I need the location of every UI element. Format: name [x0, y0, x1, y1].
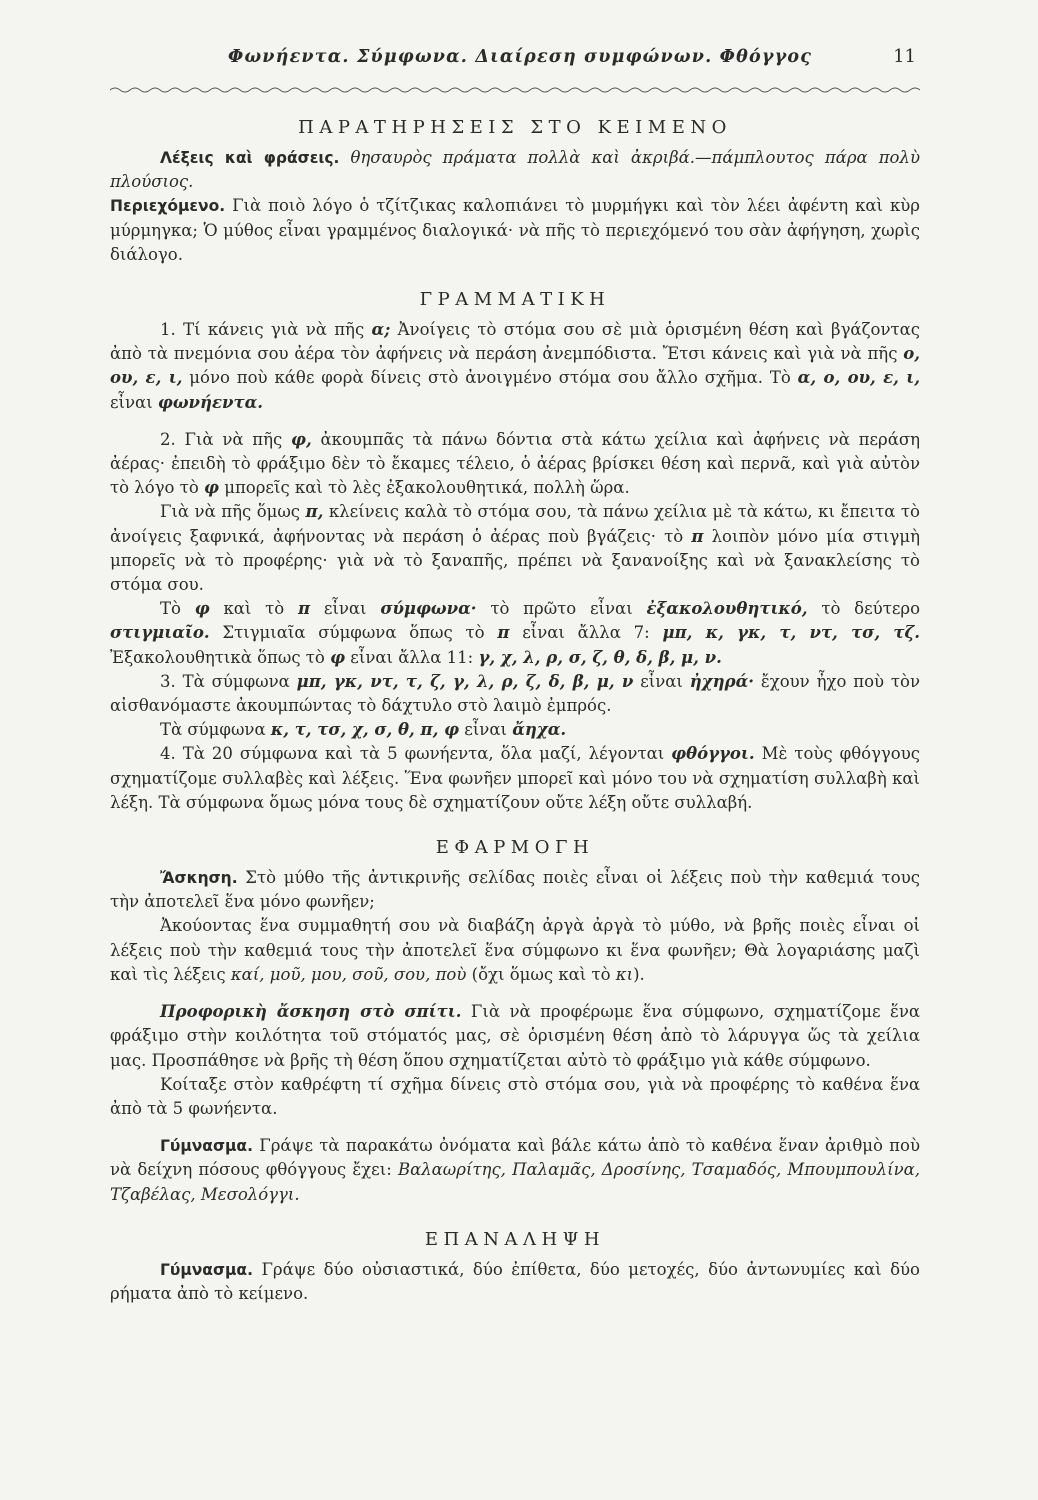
letter-run: α, ο, ου, ε, ι,: [797, 368, 920, 388]
content-text: Γιὰ ποιὸ λόγο ὁ τζίτζικας καλοπιάνει τὸ μυρμήγκι καὶ τὸν λέει ἀφέντη καὶ κὺρ μύρμηγκα; Ὁ μύθος εἶναι γραμμένος διαλογικά· νὰ πῆς τὸ περιεχόμενό του σὰν ἀφήγηση, χωρὶς διάλογο.: [110, 196, 920, 264]
text-run: Ἀκούοντας ἕνα συμμαθητή σου νὰ διαβάζη ἀργὰ ἀργὰ τὸ μύθο, νὰ βρῆς ποιὲς εἶναι οἱ λέξεις ποὺ τὴν καθεμιά τους τὴν ἀποτελεῖ ἕνα σύμφωνο κι ἕνα φωνῆεν; Θὰ λογαριάσης μαζὶ καὶ τὶς λέξεις: [110, 916, 920, 984]
letter-run: μπ, γκ, ντ, τ, ζ, γ, λ, ρ, ζ, δ, β, μ, ν: [296, 671, 634, 691]
gymnasma-label: Γύμνασμα.: [160, 1137, 253, 1156]
text-run: εἶναι: [633, 671, 690, 691]
text-run: εἶναι: [110, 392, 158, 412]
mirror-paragraph: Κοίταξε στὸν καθρέφτη τί σχῆμα δίνεις στὸ στόμα σου, γιὰ νὰ προφέρης τὸ καθένα ἕνα ἀπὸ τὰ 5 φωνήεντα.: [110, 1074, 920, 1118]
grammar-paragraph-6: [110, 718, 920, 742]
word-run: κι: [615, 964, 634, 984]
term-run: ἠχηρά·: [689, 671, 755, 691]
text-run: τὸ πρῶτο εἶναι: [476, 599, 647, 619]
exercise-paragraph: [110, 866, 920, 914]
grammar-paragraph-5: [110, 670, 920, 718]
text-run: 1. Τί κάνεις γιὰ νὰ πῆς: [160, 320, 372, 340]
term-run: φωνήεντα.: [157, 392, 264, 412]
letter-run: ο, ου, ε, ι,: [110, 344, 920, 388]
text-run: 4. Τὰ 20 σύμφωνα καὶ τὰ 5 φωνήεντα, ὅλα μαζί, λέγονται: [160, 744, 672, 764]
letter-run: π: [497, 623, 510, 643]
term-run: ἄηχα.: [512, 720, 567, 740]
text-run: Ἀνοίγεις τὸ στόμα σου σὲ μιὰ ὁρισμένη θέση καὶ βγάζοντας ἀπὸ τὰ πνεμόνια σου ἀέρα τὸν ἀφήνεις νὰ περάση ἀνεμπόδιστα. Ἔτσι κάνεις καὶ γιὰ νὰ πῆς: [110, 320, 920, 364]
running-title: Φωνήεντα. Σύμφωνα. Διαίρεση συμφώνων. Φθόγγος: [228, 47, 813, 67]
letter-run: μπ, κ, γκ, τ, ντ, τσ, τζ.: [662, 623, 920, 643]
page-header: [110, 46, 920, 80]
words-label: Λέξεις καὶ φράσεις.: [160, 149, 340, 167]
text-run: κλείνεις καλὰ τὸ στόμα σου, τὰ πάνω χείλια μὲ τὰ κάτω, κι ἔπειτα τὸ ἀνοίγεις ξαφνικά, ἀφήνοντας νὰ περάση ὁ ἀέρας ποὺ βγάζεις· τὸ: [110, 502, 920, 546]
revision-text: Γράψε δύο οὐσιαστικά, δύο ἐπίθετα, δύο μετοχές, δύο ἀντωνυμίες καὶ δύο ρήματα ἀπὸ τὸ κείμενο.: [110, 1259, 920, 1303]
text-run: Μὲ τοὺς φθόγγους σχηματίζομε συλλαβὲς καὶ λέξεις. Ἕνα φωνῆεν μπορεῖ καὶ μόνο του νὰ σχηματίση συλλαβὴ καὶ λέξη. Τὰ σύμφωνα ὅμως μόνα τους δὲ σχηματίζουν οὔτε λέξη οὔτε συλλαβή.: [110, 744, 920, 812]
text-run: ἀκουμπᾶς τὰ πάνω δόντια στὰ κάτω χείλια καὶ ἀφήνεις νὰ περάση ἀέρας· ἐπειδὴ τὸ φράξιμο δὲν τὸ ἔκαμες τέλειο, ὁ ἀέρας βρίσκει θέση καὶ περνᾶ, καὶ γιὰ αὐτὸν τὸ λόγο τὸ: [110, 429, 920, 498]
oral-exercise-paragraph: [110, 1000, 920, 1073]
term-run: σύμφωνα·: [380, 599, 477, 619]
text-run: εἶναι: [310, 599, 381, 619]
revision-title: ΕΠΑΝΑΛΗΨΗ: [424, 1228, 606, 1250]
text-run: μόνο ποὺ κάθε φορὰ δίνεις στὸ ἀνοιγμένο στόμα σου ἄλλο σχῆμα. Τὸ: [182, 368, 798, 388]
wavy-rule: [110, 85, 920, 95]
revision-label: Γύμνασμα.: [160, 1260, 253, 1279]
names-run: Βαλαωρίτης, Παλαμᾶς, Δροσίνης, Τσαμαδός, Μπουμπουλίνα, Τζαβέλας, Μεσολόγγι.: [110, 1160, 920, 1204]
term-run: φθόγγοι.: [671, 744, 755, 764]
text-run: Τὸ: [160, 599, 195, 619]
gymnasma-paragraph: [110, 1134, 920, 1207]
term-run: στιγμιαῖο.: [110, 623, 210, 643]
words-paragraph: [110, 146, 920, 194]
text-run: μπορεῖς καὶ τὸ λὲς ἐξακολουθητικά, πολλὴ ὥρα.: [218, 478, 630, 498]
letter-run: φ: [204, 478, 219, 498]
text-run: ).: [633, 964, 645, 984]
text-run: ἔχουν ἦχο ποὺ τὸν αἰσθανόμαστε ἀκουμπώντας τὸ δάχτυλο στὸ λαιμὸ ἐμπρός.: [110, 671, 920, 716]
text-run: καὶ τὸ: [209, 599, 298, 619]
grammar-paragraph-3: [110, 500, 920, 597]
letter-run: φ,: [291, 429, 312, 449]
letter-run: α;: [371, 320, 391, 340]
term-run: ἐξακολουθητικό,: [646, 599, 808, 619]
grammar-paragraph-4: [110, 597, 920, 670]
word-list-run: καί, μοῦ, μου, σοῦ, σου, ποὺ: [230, 964, 467, 984]
text-run: εἶναι: [459, 720, 513, 740]
book-page: [110, 46, 920, 1306]
letter-run: π: [298, 599, 311, 619]
grammar-paragraph-7: [110, 742, 920, 815]
letter-run: π: [691, 526, 704, 546]
text-run: Ἐξακολουθητικὰ ὅπως τὸ: [110, 647, 331, 667]
letter-run: φ: [330, 647, 346, 667]
words-text: θησαυρὸς πράματα πολλὰ καὶ ἀκριβά.—πάμπλουτος πάρα πολὺ πλούσιος.: [110, 148, 920, 192]
text-run: Στιγμιαῖα σύμφωνα ὅπως τὸ: [209, 623, 498, 643]
text-run: Γιὰ νὰ πῆς ὅμως: [160, 502, 306, 522]
text-run: 2. Γιὰ νὰ πῆς: [160, 429, 292, 449]
gymnasma-text: Γράψε τὰ παρακάτω ὀνόματα καὶ βάλε κάτω ἀπὸ τὸ καθένα ἕναν ἀριθμὸ ποὺ νὰ δείχνη πόσους φθόγγους ἔχει:: [110, 1136, 920, 1180]
grammar-paragraph-2: [110, 428, 920, 501]
text-run: Τὰ σύμφωνα: [160, 720, 271, 740]
observations-title: ΠΑΡΑΤΗΡΗΣΕΙΣ ΣΤΟ ΚΕΙΜΕΝΟ: [298, 117, 732, 138]
grammar-title: ΓΡΑΜΜΑΤΙΚΗ: [419, 289, 611, 311]
grammar-paragraph-1: [110, 318, 920, 415]
oral-exercise-text: Γιὰ νὰ προφέρωμε ἕνα σύμφωνο, σχηματίζομε ἕνα φράξιμο στὴν κοιλότητα τοῦ στόματός μας, σὲ ὁρισμένη θέση ἀπὸ τὸ λάρυγγα ὥς τὰ χείλια μας. Προσπάθησε νὰ βρῆς τὴ θέση ὅπου σχηματίζεται αὐτὸ τὸ φράξιμο γιὰ κάθε σύμφωνο.: [110, 1002, 921, 1070]
text-run: (ὄχι ὅμως καὶ τὸ: [466, 964, 616, 984]
revision-paragraph: [110, 1258, 920, 1306]
content-paragraph: [110, 194, 920, 267]
letter-run: π,: [305, 502, 324, 522]
text-run: εἶναι ἄλλα 11:: [345, 647, 479, 667]
letter-run: κ, τ, τσ, χ, σ, θ, π, φ: [270, 720, 460, 740]
exercise-label: Ἄσκηση.: [160, 869, 238, 888]
text-run: 3. Τὰ σύμφωνα: [160, 671, 297, 691]
content-label: Περιεχόμενο.: [110, 197, 226, 216]
text-run: εἶναι ἄλλα 7:: [509, 623, 663, 643]
letter-run: γ, χ, λ, ρ, σ, ζ, θ, δ, β, μ, ν.: [478, 647, 722, 667]
text-run: λοιπὸν μόνο μία στιγμὴ μπορεῖς νὰ τὸ προφέρης· γιὰ νὰ τὸ ξαναπῆς, πρέπει νὰ ξανανοίξης καὶ νὰ ξανακλείσης τὸ στόμα σου.: [110, 526, 921, 595]
text-run: τὸ δεύτερο: [807, 599, 921, 619]
page-number: 11: [893, 46, 916, 67]
oral-exercise-label: Προφορικὴ ἄσκηση στὸ σπίτι.: [160, 1002, 462, 1022]
exercise-paragraph-2: [110, 914, 920, 987]
application-title: ΕΦΑΡΜΟΓΗ: [435, 837, 595, 859]
letter-run: φ: [194, 599, 210, 619]
exercise-text: Στὸ μύθο τῆς ἀντικρινῆς σελίδας ποιὲς εἶναι οἱ λέξεις ποὺ τὴν καθεμιά τους τὴν ἀποτελεῖ ἕνα μόνο φωνῆεν;: [110, 868, 920, 912]
